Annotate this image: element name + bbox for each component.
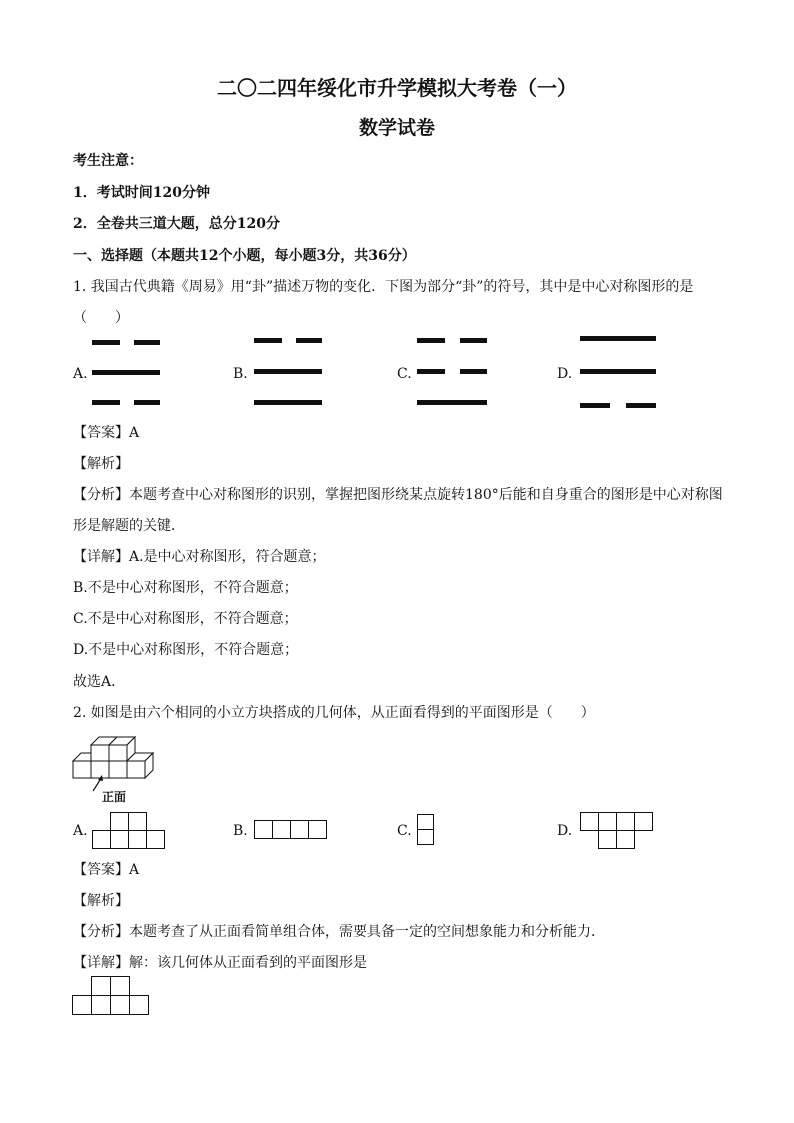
q1-option-a-label: A. (73, 366, 88, 382)
trigram-d-figure (580, 334, 658, 412)
q2-analysis: 【分析】本题考查了从正面看简单组合体，需要具备一定的空间想象能力和分析能力． (73, 924, 605, 940)
q2-solution-figure (72, 976, 154, 1018)
q1-detail-1: 【详解】A.是中心对称图形，符合题意； (73, 549, 326, 565)
q1-analysis-label: 【解析】 (73, 456, 129, 472)
q2-analysis-label: 【解析】 (73, 893, 129, 909)
question-1-paren: （ ） (73, 310, 129, 326)
notice-item-1: 1．考试时间120分钟 (73, 185, 210, 201)
q1-conclusion: 故选A． (73, 674, 126, 690)
q2-option-b-figure (254, 820, 334, 842)
q1-option-d-label: D. (557, 366, 573, 382)
q2-option-c-label: C. (397, 823, 412, 839)
notice-heading: 考生注意： (73, 153, 143, 169)
q2-option-a-label: A. (73, 823, 88, 839)
q2-option-a-figure (92, 812, 172, 852)
trigram-b-figure (254, 336, 324, 406)
front-view-label: 正面 (102, 790, 127, 804)
q2-option-d-label: D. (557, 823, 573, 839)
q1-option-b-label: B. (233, 366, 248, 382)
q1-answer: 【答案】A (73, 425, 140, 441)
q2-option-d-figure (580, 812, 654, 852)
exam-subtitle: 数学试卷 (358, 117, 435, 139)
q1-analysis-line-1: 【分析】本题考查中心对称图形的识别，掌握把图形绕某点旋转180°后能和自身重合的图形是中心对称图 (73, 487, 723, 503)
q1-option-c-label: C. (397, 366, 412, 382)
q1-analysis-line-2: 形是解题的关键． (73, 518, 185, 534)
q1-detail-3: C.不是中心对称图形，不符合题意； (73, 611, 298, 627)
q2-detail: 【详解】解：该几何体从正面看到的平面图形是 (73, 955, 367, 971)
q2-option-b-label: B. (233, 823, 248, 839)
trigram-a-figure (92, 338, 162, 408)
q2-option-c-figure (417, 814, 439, 850)
question-2-stem: 2. 如图是由六个相同的小立方块搭成的几何体，从正面看得到的平面图形是（ ） (73, 705, 595, 721)
q1-detail-4: D.不是中心对称图形，不符合题意； (73, 642, 299, 658)
notice-item-2: 2．全卷共三道大题，总分120分 (73, 216, 280, 232)
q1-detail-2: B.不是中心对称图形，不符合题意； (73, 580, 298, 596)
question-1-stem: 1. 我国古代典籍《周易》用“卦”描述万物的变化．下图为部分“卦”的符号，其中是中心对称图形的是 (73, 279, 694, 295)
q2-answer: 【答案】A (73, 862, 140, 878)
exam-title: 二〇二四年绥化市升学模拟大考卷（一） (217, 76, 577, 100)
trigram-c-figure (417, 336, 489, 408)
section-heading: 一、选择题（本题共12个小题，每小题3分，共36分） (73, 248, 416, 264)
